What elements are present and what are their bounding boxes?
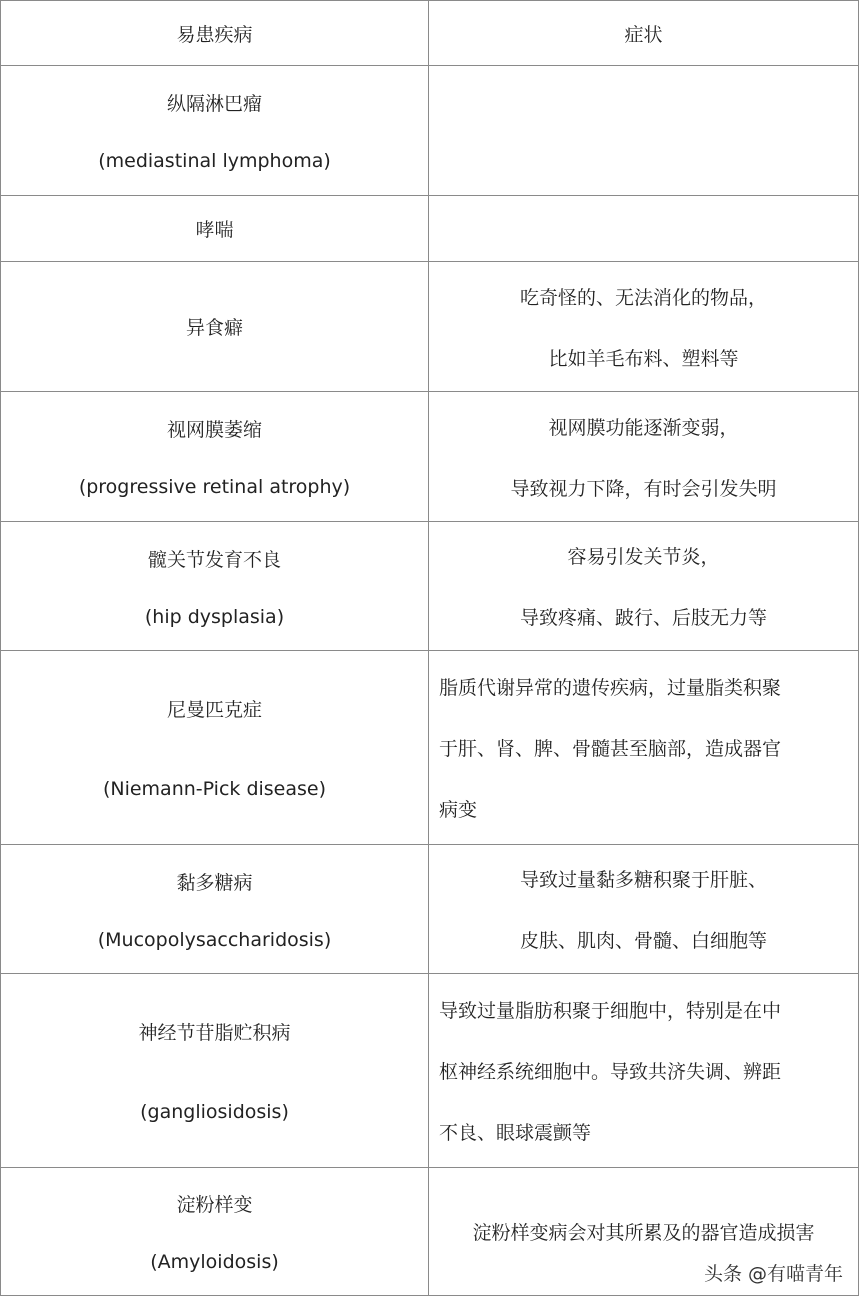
disease-name-cn: 纵隔淋巴瘤 <box>166 93 262 115</box>
symptom-cell <box>429 651 859 845</box>
disease-cell <box>1 845 429 974</box>
table-header-row <box>1 1 859 66</box>
symptom-cell <box>429 262 859 392</box>
disease-name-en: (Mucopolysaccharidosis) <box>97 928 332 951</box>
disease-cell <box>1 974 429 1168</box>
symptom-line: 脂质代谢异常的遗传疾病，过量脂类积聚 <box>439 677 782 699</box>
symptom-cell <box>429 66 859 196</box>
disease-name-cn: 异食癖 <box>185 317 243 339</box>
table-row <box>1 845 859 974</box>
symptom-line: 比如羊毛布料、塑料等 <box>548 347 739 370</box>
symptom-line: 导致过量黏多糖积聚于肝脏、 <box>519 869 767 891</box>
disease-cell <box>1 1168 429 1296</box>
disease-cell <box>1 651 429 845</box>
header-symptom: 症状 <box>429 1 859 66</box>
symptom-line: 皮肤、肌肉、骨髓、白细胞等 <box>519 930 767 952</box>
disease-name-cn: 视网膜萎缩 <box>166 419 262 441</box>
disease-name-cn: 黏多糖病 <box>176 871 253 894</box>
table-row <box>1 262 859 392</box>
table-row <box>1 651 859 845</box>
disease-name-cn: 淀粉样变 <box>176 1194 253 1216</box>
symptom-cell <box>429 196 859 262</box>
disease-cell <box>1 522 429 651</box>
symptom-line: 枢神经系统细胞中。导致共济失调、辨距 <box>439 1061 782 1083</box>
symptom-cell <box>429 974 859 1168</box>
symptom-line: 吃奇怪的、无法消化的物品， <box>519 286 767 309</box>
symptom-line: 容易引发关节炎， <box>567 546 720 568</box>
table-row <box>1 974 859 1168</box>
disease-name-en: (hip dysplasia) <box>144 605 285 628</box>
table-row <box>1 392 859 522</box>
symptom-cell <box>429 845 859 974</box>
disease-name-en: (progressive retinal atrophy) <box>78 476 351 498</box>
symptom-line: 视网膜功能逐渐变弱， <box>548 416 739 439</box>
symptom-line: 淀粉样变病会对其所累及的器官造成损害 <box>472 1222 815 1244</box>
header-disease: 易患疾病 <box>1 1 429 66</box>
disease-cell <box>1 66 429 196</box>
symptom-line: 病变 <box>439 799 478 821</box>
symptom-line: 导致过量脂肪积聚于细胞中，特别是在中 <box>439 1000 782 1022</box>
table-row <box>1 66 859 196</box>
symptom-line: 于肝、肾、脾、骨髓甚至脑部，造成器官 <box>439 738 782 760</box>
disease-name-cn: 神经节苷脂贮积病 <box>138 1022 291 1044</box>
symptom-line: 导致疼痛、跛行、后肢无力等 <box>519 607 767 629</box>
symptom-line: 不良、眼球震颤等 <box>439 1122 592 1144</box>
disease-name-cn: 尼曼匹克症 <box>166 699 262 721</box>
symptom-cell <box>429 522 859 651</box>
symptom-cell <box>429 392 859 522</box>
disease-name-cn: 髋关节发育不良 <box>147 548 281 571</box>
disease-cell <box>1 392 429 522</box>
disease-name-cn: 哮喘 <box>195 219 234 241</box>
disease-cell <box>1 196 429 262</box>
table-row <box>1 522 859 651</box>
symptom-line: 导致视力下降，有时会引发失明 <box>510 477 777 500</box>
disease-cell <box>1 262 429 392</box>
disease-name-en: (gangliosidosis) <box>140 1101 289 1123</box>
table-row <box>1 196 859 262</box>
watermark: 头条 @有喵青年 <box>703 1263 843 1285</box>
disease-name-en: (mediastinal lymphoma) <box>98 150 331 172</box>
disease-name-en: (Niemann-Pick disease) <box>102 778 327 800</box>
disease-name-en: (Amyloidosis) <box>150 1251 279 1273</box>
